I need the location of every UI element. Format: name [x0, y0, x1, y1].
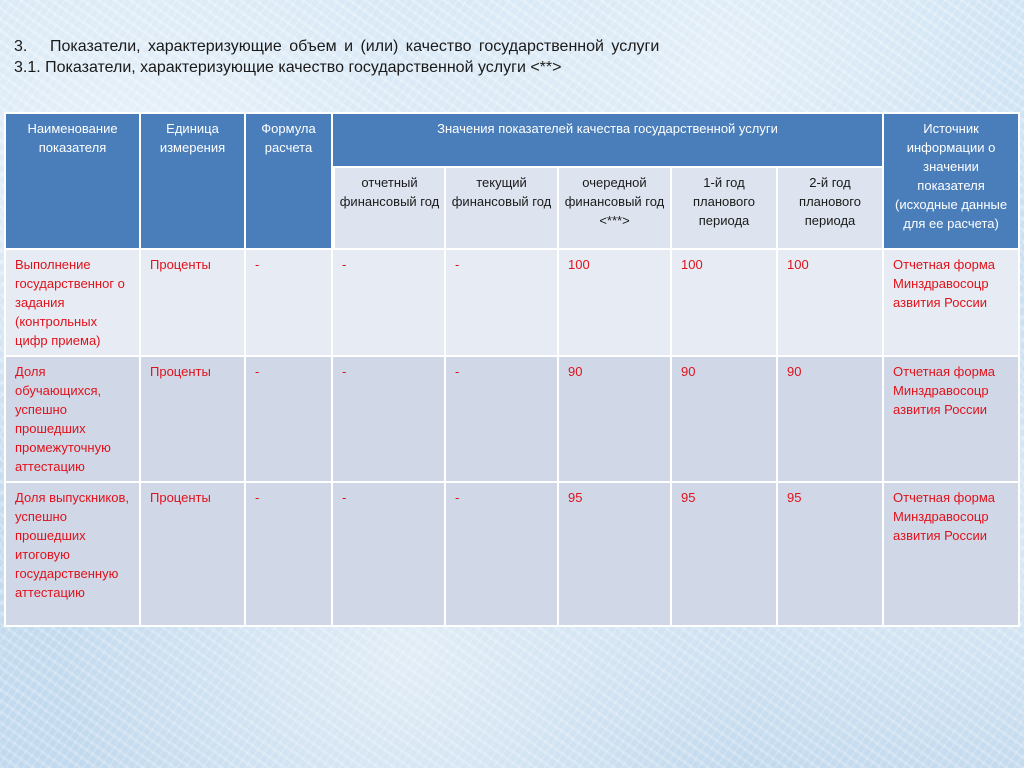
cell-unit: Проценты — [141, 250, 246, 357]
cell-current-year: - — [446, 250, 559, 357]
cell-next-year: 100 — [559, 250, 672, 357]
header-name: Наименование показателя — [4, 112, 141, 250]
cell-next-year: 95 — [559, 483, 672, 627]
subheader-current-year: текущий финансовый год — [446, 168, 559, 250]
cell-reporting-year: - — [333, 357, 446, 483]
cell-source: Отчетная форма Минздравосоцр азвития России — [884, 483, 1020, 627]
cell-plan-year-1: 100 — [672, 250, 778, 357]
cell-reporting-year: - — [333, 250, 446, 357]
subheader-reporting-year: отчетный финансовый год — [333, 168, 446, 250]
heading-title: Показатели, характеризующие объем и (или) качество государственной услуги — [50, 38, 660, 55]
cell-source: Отчетная форма Минздравосоцр азвития России — [884, 357, 1020, 483]
subheader-next-year: очередной финансовый год <***> — [559, 168, 672, 250]
cell-plan-year-1: 90 — [672, 357, 778, 483]
subheader-plan-year-2: 2-й год планового периода — [778, 168, 884, 250]
quality-indicators-table — [4, 112, 1020, 627]
cell-current-year: - — [446, 357, 559, 483]
cell-plan-year-2: 95 — [778, 483, 884, 627]
header-unit: Единица измерения — [141, 112, 246, 250]
cell-formula: - — [246, 250, 333, 357]
cell-name: Доля обучающихся, успешно прошедших промежуточную аттестацию — [4, 357, 141, 483]
header-formula: Формула расчета — [246, 112, 333, 250]
heading-number: 3. — [14, 38, 28, 55]
header-values-group: Значения показателей качества государственной услуги — [333, 112, 884, 168]
cell-current-year: - — [446, 483, 559, 627]
cell-source: Отчетная форма Минздравосоцр азвития России — [884, 250, 1020, 357]
cell-unit: Проценты — [141, 483, 246, 627]
cell-plan-year-2: 100 — [778, 250, 884, 357]
slide-heading — [14, 36, 659, 78]
subheader-plan-year-1: 1-й год планового периода — [672, 168, 778, 250]
cell-formula: - — [246, 483, 333, 627]
cell-reporting-year: - — [333, 483, 446, 627]
table-row — [4, 357, 1020, 483]
header-row — [4, 112, 1020, 168]
cell-unit: Проценты — [141, 357, 246, 483]
cell-plan-year-2: 90 — [778, 357, 884, 483]
cell-name: Выполнение государственног о задания (контрольных цифр приема) — [4, 250, 141, 357]
table-row — [4, 483, 1020, 627]
cell-next-year: 90 — [559, 357, 672, 483]
header-source: Источник информации о значении показателя (исходные данные для ее расчета) — [884, 112, 1020, 250]
heading-line-2: 3.1. Показатели, характеризующие качество государственной услуги <**> — [14, 59, 562, 76]
table-row — [4, 250, 1020, 357]
heading-line-1 — [14, 36, 659, 57]
cell-plan-year-1: 95 — [672, 483, 778, 627]
cell-formula: - — [246, 357, 333, 483]
cell-name: Доля выпускников, успешно прошедших итоговую государственную аттестацию — [4, 483, 141, 627]
